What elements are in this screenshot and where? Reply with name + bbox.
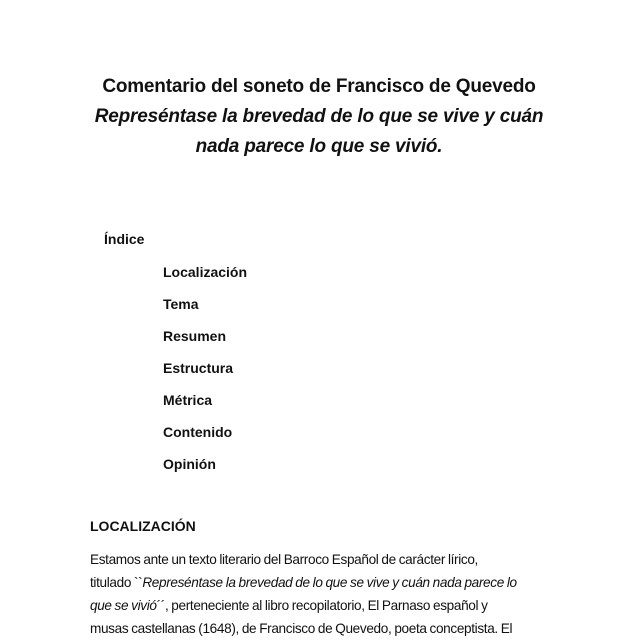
paragraph-line-3 (90, 594, 560, 617)
index-heading: Índice (104, 231, 145, 247)
title-line-3: nada parece lo que se vivió. (195, 136, 443, 157)
index-item-contenido[interactable]: Contenido (163, 424, 233, 440)
index-list (163, 263, 247, 487)
index-item-tema[interactable]: Tema (163, 296, 199, 312)
poem-title-part-1: Represéntase la brevedad de lo que se vive y cuán nada parece lo (142, 575, 517, 590)
section-heading-localizacion: LOCALIZACIÓN (90, 518, 196, 534)
document-title (60, 72, 578, 162)
paragraph-line-1: Estamos ante un texto literario del Barroco Español de carácter lírico, (90, 552, 478, 567)
index-item-metrica[interactable]: Métrica (163, 392, 213, 408)
index-item-localizacion[interactable]: Localización (163, 264, 248, 280)
paragraph-line-4: musas castellanas (1648), de Francisco de Quevedo, poeta conceptista. El (90, 621, 513, 636)
title-line-2: Represéntase la brevedad de lo que se vive y cuán (94, 106, 544, 127)
paragraph-line-3-text: ´´, perteneciente al libro recopilatorio, El Parnaso español y (156, 598, 488, 613)
paragraph-line-2 (90, 571, 560, 594)
index-item-opinion[interactable]: Opinión (163, 456, 216, 472)
title-line-1: Comentario del soneto de Francisco de Quevedo (102, 76, 536, 97)
paragraph-line-2-text: titulado `` (90, 575, 143, 590)
poem-title-part-2: que se vivió (90, 598, 157, 613)
localizacion-paragraph (90, 548, 560, 640)
index-item-resumen[interactable]: Resumen (163, 328, 227, 344)
index-item-estructura[interactable]: Estructura (163, 360, 234, 376)
